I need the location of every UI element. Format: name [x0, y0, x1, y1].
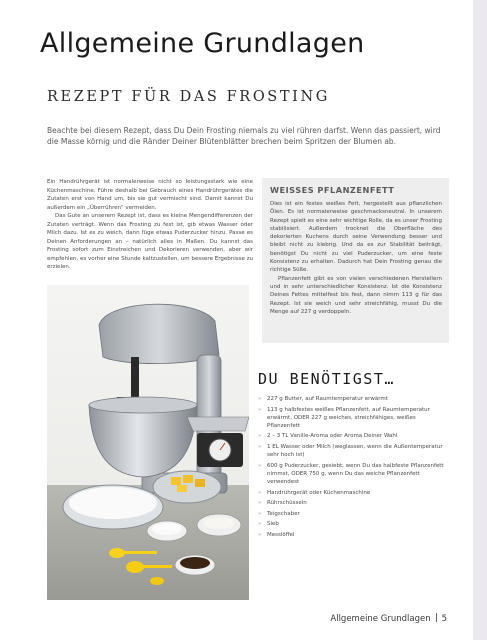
intro-text [47, 178, 253, 272]
page-footer [330, 613, 447, 624]
info-box-paragraph: Dies ist ein festes weißes Fett, hergestellt aus pflanzlichen Ölen. Es ist normalerweise geschmacksneutral. In unserem Rezept spielt es eine sehr wichtige Rolle, da es unser Frosting stabilisiert. Außerdem trocknet die Oberfläche des dekorierten Kuchens durch seine Verwendung besser und bleibt nicht zu klebrig. Und da es zur Stabilität beiträgt, benötigst Du nicht zu viel Puderzucker, um eine feste Konsistenz zu erhalten. Dadurch hat Dein Frosting genau die richtige Süße. [270, 201, 442, 274]
bullet-icon: » [258, 443, 262, 450]
list-item: » Handrührgerät oder Küchenmaschine [258, 489, 371, 496]
bullet-icon: » [258, 462, 262, 469]
bullet-icon: » [258, 433, 262, 440]
bullet-icon: » [258, 396, 262, 402]
bullet-icon: » [258, 489, 262, 496]
list-item: » Teigschaber [258, 510, 300, 517]
list-item: » 227 g Butter, auf Raumtemperatur erwärmt [258, 396, 388, 402]
bullet-icon: » [258, 510, 262, 517]
list-item: » Messlöffel [258, 531, 295, 538]
list-item: » 2 – 3 TL Vanille-Aroma oder Aroma Deiner Wahl [258, 433, 398, 440]
page-title: Allgemeine Grundlagen [40, 28, 365, 59]
stand-mixer-photo [47, 285, 249, 600]
info-box-title: WEISSES PFLANZENFETT [270, 185, 395, 195]
lead-paragraph: Beachte bei diesem Rezept, dass Du Dein Frosting niemals zu viel rühren darfst. Wenn das passiert, wird die Masse körnig und die Ränder Deiner Blütenblätter brechen beim Spritzen der Blumen ab. [47, 126, 441, 146]
footer-section-name: Allgemeine Grundlagen [330, 614, 431, 624]
intro-paragraph: Das Gute an unserem Rezept ist, dass es kleine Mengendifferenzen der Zutaten verträgt. Wenn das Frosting zu fest ist, gib etwas Wasser oder Milch dazu. Ist es zu weich, dann füge etwas Puderzucker hinzu. Passe es Deinen Anforderungen an – natürlich alles in Maßen. Du kannst das Frosting sofort zum Einstreichen und Dekorieren verwenden, aber wir empfehlen, es vorher eine Stunde kaltzustellen, um bessere Ergebnisse zu erzielen. [47, 213, 253, 270]
intro-paragraph: Ein Handrührgerät ist normalerweise nicht so leistungsstark wie eine Küchenmaschine. Führe deshalb bei Gebrauch eines Handrührgerätes die Zutaten erst von Hand um, bis sie gut vermischt sind. Damit kannst Du außerdem ein „Überrühren“ vermeiden. [47, 179, 253, 211]
info-box-vegetable-fat [262, 178, 449, 343]
bullet-icon: » [258, 531, 262, 538]
bullet-icon: » [258, 500, 262, 507]
list-item: » 1 EL Wasser oder Milch (weglassen, wenn die Außentemperatur sehr hoch ist) [258, 443, 443, 459]
ingredients-list [258, 395, 450, 541]
bullet-icon: » [258, 521, 262, 528]
info-box-text [270, 200, 442, 316]
page-edge-strip [473, 0, 487, 640]
bullet-icon: » [258, 406, 262, 413]
info-box-paragraph: Pflanzenfett gibt es von vielen verschiedenen Herstellern und in sehr unterschiedlicher Konsistenz. Ist die Konsistenz Deines Fettes mittelfest bis fest, dann nimm 113 g für das Rezept. Ist sie weich und sehr streichfähig, musst Du die Menge auf 227 g verdoppeln. [270, 275, 442, 315]
section-subtitle: REZEPT FÜR DAS FROSTING [47, 89, 330, 105]
list-item: » Sieb [258, 521, 279, 528]
page-number: 5 [441, 614, 447, 624]
footer-divider [436, 613, 437, 622]
list-item: » 600 g Puderzucker, gesiebt, wenn Du das halbfeste Pflanzenfett nimmst, ODER 750 g, wenn Du das weiche Pflanzenfett verwendest [258, 462, 444, 486]
list-item: » Rührschüsseln [258, 500, 307, 507]
list-item: » 113 g halbfestes weißes Pflanzenfett, auf Raumtemperatur erwärmt, ODER 227 g weiches, streichfähiges, weißes Pflanzenfett [258, 406, 430, 429]
ingredients-title: DU BENÖTIGST… [258, 370, 395, 388]
